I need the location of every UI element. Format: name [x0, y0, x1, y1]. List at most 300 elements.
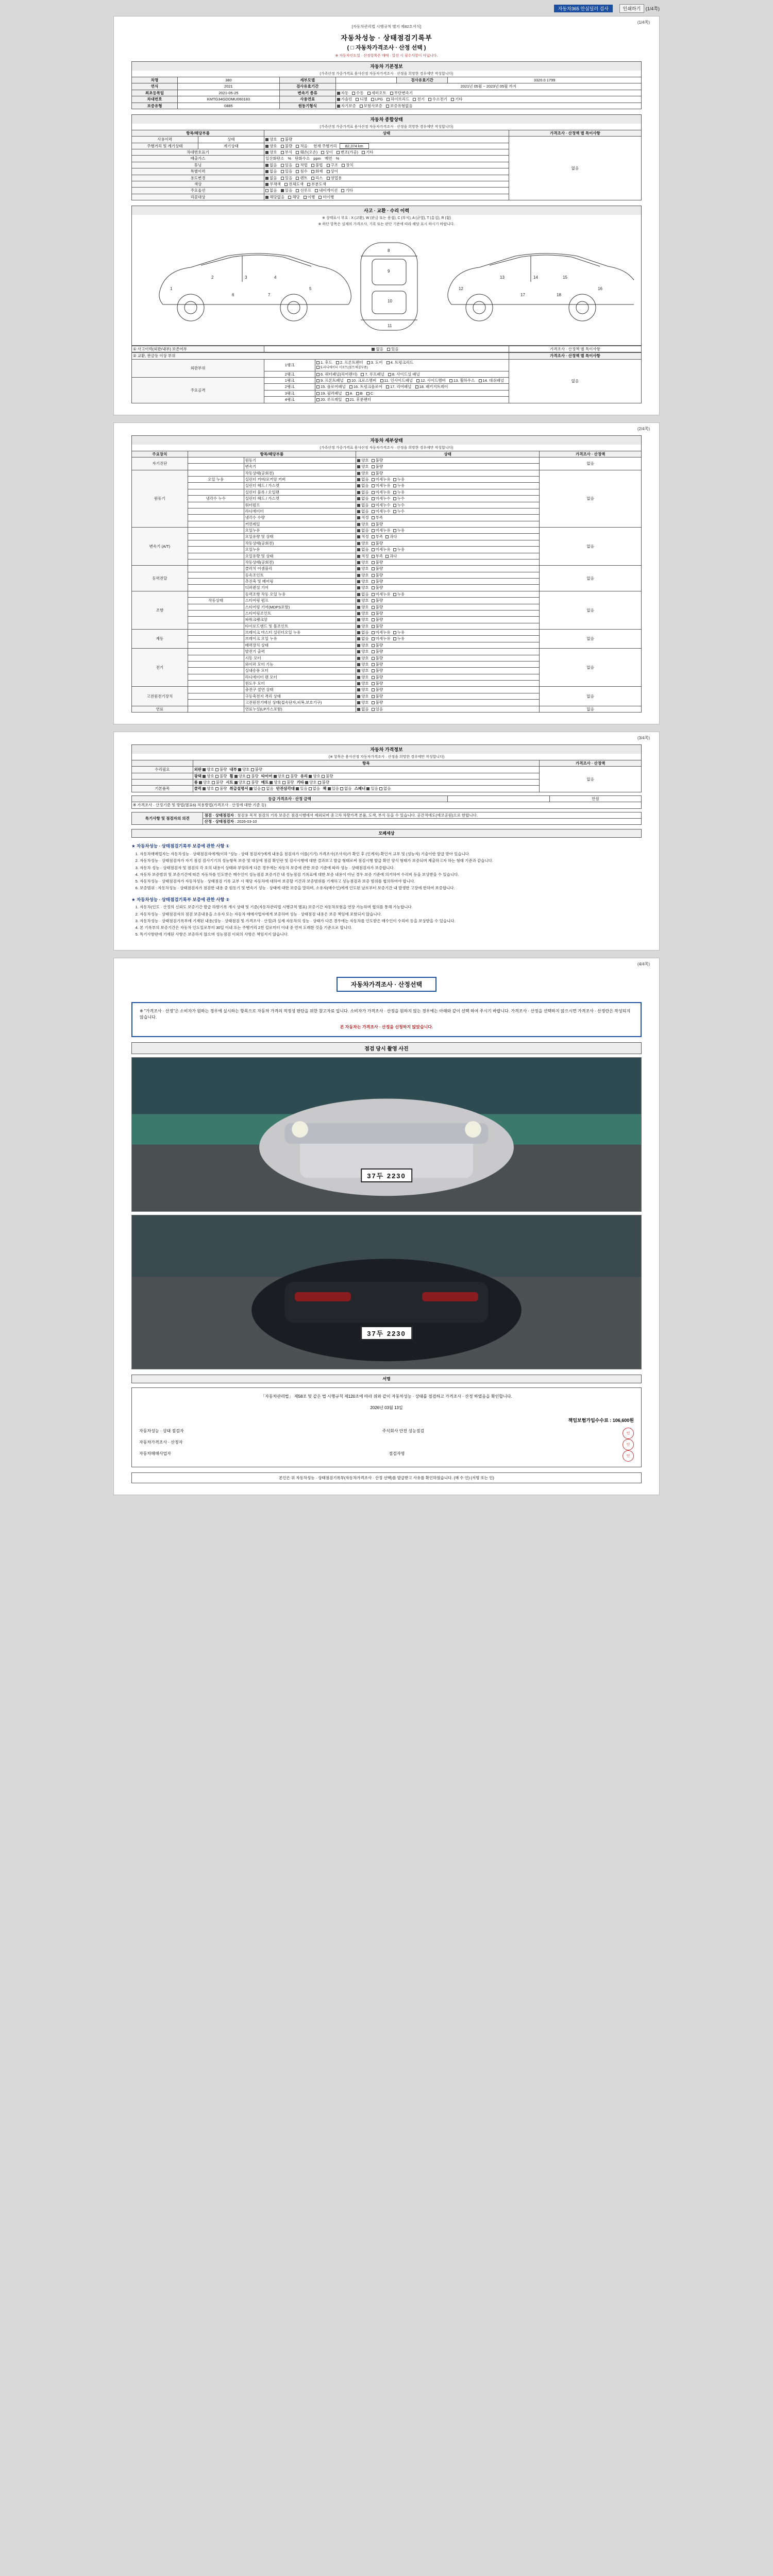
cell-label: 최초등록일 — [132, 90, 178, 96]
accident-history-options[interactable]: 없음 있음 — [264, 346, 509, 352]
svg-text:15: 15 — [563, 275, 567, 280]
item-label: 발전기 출력 — [244, 649, 356, 655]
col-head-price: 가격조사 · 산정액 — [540, 451, 642, 457]
device-group-label: 조향 — [132, 591, 188, 629]
page-title: 자동차성능 · 상태점검기록부 — [341, 34, 432, 42]
state-options[interactable]: 양호 불량 — [356, 693, 540, 699]
table-row — [132, 353, 642, 359]
row-sub: 상태 — [198, 137, 264, 143]
outer-panel-2[interactable]: 6. 쿼터패널(리어펜더) 7. 루프패널 8. 사이드실 패널 — [315, 371, 509, 377]
panel-title: ② 교환, 판금등 이상 부위 — [132, 353, 509, 359]
svg-text:5: 5 — [309, 286, 312, 291]
table-row — [132, 470, 642, 476]
state-options[interactable]: 없음 미세누수 누수 — [356, 508, 540, 514]
cert-title: 자동차가격조사 · 산정선택 — [337, 977, 436, 992]
item-label: 윈도우 모터 — [244, 681, 356, 687]
item-label: 워터펌프 — [244, 502, 356, 508]
item-group: 작동상태 — [188, 598, 244, 604]
state-options[interactable]: 없음 있음 렌트 리스 영업용 — [264, 175, 509, 181]
row-key: 튜닝 — [132, 162, 264, 168]
photo-rear-svg — [132, 1215, 641, 1369]
state-options[interactable]: 적정 부족 — [356, 515, 540, 521]
table-row — [132, 83, 642, 90]
frame-label: 주요골격 — [132, 378, 264, 403]
item-label: 실린더 커버/로커암 커버 — [244, 477, 356, 483]
col-head-item: 항목/해당부품 — [132, 130, 264, 136]
state-options[interactable]: 양호 불량 — [356, 623, 540, 629]
state-options[interactable]: 없음 미세누유 누유 — [356, 636, 540, 642]
state-options[interactable]: 없음 미세누수 누수 — [356, 502, 540, 508]
item-label: 시동 모터 — [244, 655, 356, 661]
sheet1-pageno: (1/4쪽) — [637, 20, 650, 25]
item-label: 오일누유 — [244, 528, 356, 534]
price-row-options[interactable]: 외판 양호 불량 내부 양호 불량 — [193, 767, 540, 773]
item-group — [188, 604, 244, 610]
item-label: 연료누설(LP가스포함) — [244, 706, 356, 712]
svg-text:9: 9 — [388, 269, 390, 274]
sheet-page-3 — [113, 732, 660, 951]
state-options[interactable]: 양호 불량 — [356, 598, 540, 604]
section-accident-note1: ※ 상태표시 부호 : X (교환), W (판금 또는 용접), C (부식), A (균열), T (흠집), R (휨) — [131, 215, 642, 221]
state-options[interactable]: 양호 불량 — [356, 585, 540, 591]
price-col-amount: 가격조사 · 산정액 — [540, 760, 642, 766]
item-label: 오일유량 및 상태 — [244, 534, 356, 540]
notice-item: 5. 특기사항란에 기재된 사항은 보증하지 않으며 성능점검 이외의 사항은 책임지지 않습니다. — [140, 931, 642, 937]
svg-text:14: 14 — [533, 275, 538, 280]
state-options[interactable]: 양호 불량 — [356, 661, 540, 667]
table-row — [132, 818, 642, 824]
item-group: 오일 누유 — [188, 477, 244, 483]
notice-block — [131, 843, 642, 937]
item-label: 실내송풍 모터 — [244, 668, 356, 674]
row-key: 사용이력 — [132, 137, 198, 143]
price-note-cell: 없음 — [540, 457, 642, 470]
item-group — [188, 674, 244, 680]
section-basic-note: (가족산정 가중가격표 용사산정 자동차가격조사 · 산정을 희망한 경우에만 작성합니다) — [131, 71, 642, 77]
state-options[interactable]: 양호 불량 — [356, 566, 540, 572]
notice-item: 4. 자동차 보증범위 및 보증기간에 따른 자동차를 인도받은 매수인이 성능점검 보증기간 내 성능점검 기록표에 대한 보증 내용이 아닌 경우 보증 기준에 의거하여 수리비 등을 보상받을 수 있습니다. — [140, 872, 642, 877]
state-options[interactable]: 무채색 전체도색 부분도색 — [264, 181, 509, 187]
state-options[interactable]: 적정 부족 과다 — [356, 534, 540, 540]
brand-badge: 자동차365 안심딜러 검사 — [554, 5, 613, 12]
device-group-label: 변속기 (A/T) — [132, 528, 188, 566]
item-group — [188, 515, 244, 521]
panel-note-cell: 없음 — [509, 359, 641, 403]
total-price-table — [131, 795, 642, 809]
table-row — [132, 630, 642, 636]
item-label: 추진축 및 베어링 — [244, 579, 356, 585]
state-options[interactable]: 없음 있음 선루프 내비게이션 기타 — [264, 188, 509, 194]
cell-label: 연식 — [132, 83, 178, 90]
cell-label: 변속기 종류 — [279, 90, 335, 96]
signature-row — [139, 1428, 634, 1439]
state-options[interactable]: 없음 미세누유 누유 — [356, 528, 540, 534]
device-group-label: 원동기 — [132, 470, 188, 527]
row-sub: 계기상태 — [198, 143, 264, 149]
price-row-key: 수리필요 — [132, 767, 193, 773]
price-row-options[interactable]: 광택 양호 불량 휠 양호 불량 타이어 양호 불량 유리 양호 불량 — [193, 773, 540, 779]
item-label: 디퍼렌셜 기어 — [244, 585, 356, 591]
table-row — [132, 802, 642, 808]
notice-item: 2. 자동차성능 · 상태점검자가 자기 점검 검사기기의 성능항목 보증 및 대상에 점검 확인란 및 검사시행에 대한 결과보고 발급 형태로써 점검시행 발급 확인 양식 형태가 보증되며 제출하고자 하는 형태 기준과 같습니다. — [140, 858, 642, 863]
signature-role: 자동차매매사업자 — [139, 1451, 171, 1456]
state-options[interactable]: 양호 불량 — [356, 559, 540, 565]
item-group — [188, 642, 244, 648]
sheet2-pageno: (2/4쪽) — [637, 426, 650, 431]
col-head-device: 주요장치 — [132, 451, 188, 457]
cert-box-text: ※ "가격조사 · 산정"은 소비자가 원하는 경우에 실시하는 항목으로 자동차 가격의 적정성 판단을 위한 참고자료 입니다. 소비자가 가격조사 · 산정을 원하지 않는 경우에는 아래와 같이 선택 하여 주시기 바랍니다. 가격조사 · 산정을 선택하지 않으시면 가격조사 · 산정란은 작성되지 않습니다. — [140, 1008, 631, 1020]
sheet4-pageno: (4/4쪽) — [637, 961, 650, 967]
cell-label: 차대번호 — [132, 96, 178, 103]
table-header-row — [132, 451, 642, 457]
item-label: 실린더 헤드 / 가스켓 — [244, 496, 356, 502]
basic-info-table — [131, 77, 642, 109]
section-overall-note: (가족산정 가중가격표 용사산정 자동차가격조사 · 산정을 희망한 경우에만 작성합니다) — [131, 124, 642, 130]
signature-role: 자동차성능 · 상태 점검자 — [139, 1428, 184, 1433]
state-options[interactable]: 없음 미세누유 누유 — [356, 489, 540, 495]
price-note-cell: 없음 — [540, 649, 642, 687]
item-label: 스티어링 기어(MDPS포함) — [244, 604, 356, 610]
col-head-state: 상태 — [356, 451, 540, 457]
item-group — [188, 528, 244, 534]
price-row-options[interactable]: 클럭 양호 불량 취급설명서 있음 없음 안전삼각대 있음 없음 잭 있음 없음 스패너 있음 없음 — [193, 786, 540, 792]
col-head-state: 상태 — [264, 130, 509, 136]
state-options[interactable]: 없음 미세누유 누유 — [356, 477, 540, 483]
item-group — [188, 610, 244, 616]
total-head: 등급 가격조사 · 산정 금액 — [132, 795, 448, 802]
svg-text:12: 12 — [459, 286, 463, 291]
price-note-cell: 없음 — [540, 566, 642, 591]
cell-label: 차명 — [132, 77, 178, 83]
cell-label: 검사유효기간 — [397, 77, 448, 83]
price-note-cell: 없음 — [540, 528, 642, 566]
panel-replacement-table — [131, 352, 642, 403]
notice-item: 3. 자동차 성능 · 상태점검자 및 점검의 각 호의 내용이 상태와 부당하게 다른 경우에는 자동차 보증에 관한 보증 기준에 따라 성능 · 상태점검자가 보증합니다. — [140, 865, 642, 871]
frame-1[interactable]: 9. 프론트패널 10. 크로스멤버 11. 인사이드패널 12. 사이드멤버 13. 휠하우스 14. 대쉬패널 — [315, 378, 509, 384]
accident-history-label: ① 사고이력(외판/내부) 보존여부 — [132, 346, 264, 352]
state-options[interactable]: 없음 미세누유 누유 — [356, 591, 540, 597]
inspection-photo-front — [131, 1057, 642, 1212]
item-group — [188, 649, 244, 655]
price-note-cell: 없음 — [540, 706, 642, 712]
outer-panel-label: 외판부위 — [132, 359, 264, 377]
item-group — [188, 521, 244, 527]
table-header-row — [132, 130, 642, 136]
price-note-cell: 없음 — [540, 767, 642, 792]
stamp-icon: 인 — [623, 1439, 634, 1450]
license-plate-rear: 37두 2230 — [361, 1326, 412, 1340]
item-group — [188, 700, 244, 706]
item-group — [188, 572, 244, 578]
cert-box — [131, 1002, 642, 1037]
state-options[interactable]: 없음 있음 침수 화재 상이 — [264, 168, 509, 175]
signature-date: 2026년 03월 13일 — [370, 1405, 403, 1411]
license-plate-front: 37두 2230 — [361, 1168, 412, 1182]
price-row-key — [132, 779, 193, 786]
item-group — [188, 636, 244, 642]
cell-label: 사용연료 — [279, 96, 335, 103]
detail-state-table — [131, 451, 642, 713]
vin-value: KMTG34GDDMU060183 — [178, 96, 280, 103]
state-options[interactable]: 없음 있음 적법 불법 구조 장치 — [264, 162, 509, 168]
sheet-page-2 — [113, 422, 660, 724]
item-label: 변속기 — [244, 464, 356, 470]
special-notes-table — [131, 812, 642, 825]
notice-head-1: ★ 자동차성능 · 상태점검기록부 보증에 관한 사항 ① — [131, 843, 230, 849]
tier-label: 4랭크 — [264, 397, 315, 403]
fuel-options[interactable]: 가솔린 디젤 LPG 하이브리드 전기 수소전기 기타 — [335, 96, 641, 103]
special-label: 특기사항 및 점검자의 의견 — [132, 812, 203, 825]
table-row — [132, 706, 642, 712]
state-options[interactable]: 없음 미세누유 누유 — [356, 630, 540, 636]
device-group-label: 자기진단 — [132, 457, 188, 470]
item-group — [188, 489, 244, 495]
overall-note-cell: 없음 — [509, 137, 641, 200]
cell-value: 380 — [178, 77, 280, 83]
item-label: 고전원전기배선 상태(접속단자,피복,보호기구) — [244, 700, 356, 706]
table-row — [132, 96, 642, 103]
svg-text:18: 18 — [557, 293, 561, 297]
table-row — [132, 137, 642, 143]
device-group-label: 연료 — [132, 706, 188, 712]
item-group — [188, 585, 244, 591]
tier-label: 2랭크 — [264, 371, 315, 377]
cell-value: 2021년 05월 ~ 2023년 05월 까지 — [335, 83, 641, 90]
item-group — [188, 668, 244, 674]
table-row — [132, 346, 642, 352]
item-group — [188, 630, 244, 636]
device-group-label: 고전원전기장치 — [132, 687, 188, 706]
item-label: 동력조향 작동 오일 누유 — [244, 591, 356, 597]
car-diagram-svg — [139, 229, 634, 344]
state-options[interactable]: 양호 불량 — [356, 579, 540, 585]
svg-text:3: 3 — [245, 275, 247, 280]
svg-text:11: 11 — [388, 324, 392, 328]
item-label: 구동축전지 격리 상태 — [244, 693, 356, 699]
price-row-key — [132, 773, 193, 779]
tier-label: 1랭크 — [264, 359, 315, 371]
price-note-cell: 없음 — [540, 591, 642, 629]
outer-panel-1[interactable]: 1. 후드 2. 프론트펜더 3. 도어 4. 트렁크리드 5.라디에이터 서포트(볼트체결부품) — [315, 359, 509, 371]
item-group — [188, 693, 244, 699]
state-options[interactable]: 양호 불량 — [356, 604, 540, 610]
signature-box — [131, 1387, 642, 1467]
state-options[interactable]: 양호 불량 — [356, 610, 540, 616]
state-options[interactable]: 양호 불량 — [356, 642, 540, 648]
page-subtitle: ( □ 자동차가격조사 · 산정 선택 ) — [347, 45, 426, 51]
item-group — [188, 566, 244, 572]
item-label: 스티어링조인트 — [244, 610, 356, 616]
table-row — [132, 649, 642, 655]
cell-label: 검사유효기간 — [279, 83, 335, 90]
item-group — [188, 687, 244, 693]
special-row-2: 산정 · 상태점검자 : 2026-03-10 — [203, 818, 642, 824]
price-table — [131, 760, 642, 792]
state-options[interactable]: 없음 미세누수 누수 — [356, 496, 540, 502]
frame-2[interactable]: 15. 플로어패널 16. 트렁크플로어 17. 리어패널 18. 패키지트레이 — [315, 384, 509, 390]
cell-label: 세부모델 — [279, 77, 335, 83]
item-group — [188, 661, 244, 667]
frame-4[interactable]: 20. 루프레일 21. 후륜펜더 — [315, 397, 509, 403]
state-options[interactable]: 적정 부족 과다 — [356, 553, 540, 559]
state-options[interactable]: 양호 불량 — [356, 470, 540, 476]
svg-text:16: 16 — [598, 286, 602, 291]
row-key: 차대번호표기 — [132, 149, 264, 156]
item-group — [188, 706, 244, 712]
cell-label: 원동기형식 — [279, 103, 335, 109]
total-value — [448, 795, 550, 802]
section-basic-title: 자동차 기본정보 — [131, 61, 642, 71]
state-options[interactable]: 양호 부식 훼손(오손) 상이 변조(가공) 기타 — [264, 149, 509, 156]
signature-name: 주식회사 안전 성능점검 — [382, 1428, 425, 1433]
item-group — [188, 617, 244, 623]
price-col-item: 항목 — [193, 760, 540, 766]
device-group-label: 제동 — [132, 630, 188, 649]
item-group — [188, 559, 244, 565]
cell-label: 보증유형 — [132, 103, 178, 109]
state-options[interactable]: 양호 불량 — [356, 668, 540, 674]
notice-head-2: ★ 자동차성능 · 상태점검기록부 보증에 관한 사항 ② — [131, 896, 230, 902]
item-group — [188, 547, 244, 553]
state-options[interactable]: 양호 불량 — [356, 655, 540, 661]
item-group: 냉각수 누수 — [188, 496, 244, 502]
item-group — [188, 655, 244, 661]
table-row — [132, 591, 642, 597]
table-row — [132, 566, 642, 572]
item-label: 브레이크 오일 누유 — [244, 636, 356, 642]
toolbar — [113, 4, 660, 13]
item-group — [188, 464, 244, 470]
item-label: 충전구 절연 상태 — [244, 687, 356, 693]
table-row — [132, 90, 642, 96]
state-options[interactable]: 양호 불량 — [356, 674, 540, 680]
sheet3-pageno: (3/4쪽) — [637, 735, 650, 740]
notice-strip: 모페세상 — [131, 829, 642, 838]
page-indicator: (1/4쪽) — [645, 6, 660, 11]
table-row — [132, 528, 642, 534]
emission-row[interactable]: 일산화탄소 % 탄화수소 ppm 매연 % — [264, 156, 509, 162]
item-label: 와이퍼 모터 기능 — [244, 661, 356, 667]
row-key: 용도변경 — [132, 175, 264, 181]
item-group — [188, 457, 244, 463]
state-options[interactable]: 해당없음 해당 이행 미이행 — [264, 194, 509, 200]
section-accident-title: 사고 · 교환 · 수리 이력 — [131, 206, 642, 215]
notice-item: 3. 자동차성능 · 상태점검기록부에 기재된 내용(성능 · 상태점검 및 가격조사 · 산정)과 실제 자동차의 성능 · 상태가 다른 경우에는 자동차를 인도받은 매수인이 수리비 등을 보상받을 수 있습니다. — [140, 918, 642, 924]
state-options[interactable]: 양호 불량 — [356, 681, 540, 687]
section-price-note: (※ 항목은 용사산정 자동차가격조사 · 산정을 희망한 경우에만 작성합니다) — [131, 754, 642, 760]
table-row — [132, 812, 642, 818]
signature-title: 서명 — [131, 1375, 642, 1383]
row-key: 리콜대상 — [132, 194, 264, 200]
svg-text:4: 4 — [274, 275, 277, 280]
section-detail-title: 자동차 세부상태 — [131, 435, 642, 445]
page-note: ※ 자동차인도일 · 산정항목은 매매 · 알선 시 필수사항이 아닙니다. — [335, 54, 438, 58]
item-group — [188, 540, 244, 546]
warranty-options[interactable]: 자기보증 보험사보증 보증유형없음 — [335, 103, 641, 109]
state-options[interactable]: 양호 불량 — [356, 687, 540, 693]
state-options[interactable]: 양호 불량 — [264, 137, 509, 143]
print-button[interactable]: 인쇄하기 — [619, 4, 645, 13]
transmission-options[interactable]: 자동 수동 세미오토 무단변속기 — [335, 90, 641, 96]
state-options[interactable]: 양호 불량 — [356, 464, 540, 470]
col-head-note: 가격조사 · 산정액 별 특이사항 — [509, 130, 641, 136]
frame-3[interactable]: 19. 필러패널 A B C — [315, 390, 509, 396]
price-col-blank — [132, 760, 193, 766]
notice-item: 6. 보증범위 : 자동차성능 · 상태점검자가 점검한 내용 중 원동기 및 변속기 성능 · 상태에 대한 보증을 말하며, 소유자(매수인)에게 인도된 날로부터 보증기간 내 발생한 고장에 한하여 보증합니다. — [140, 885, 642, 891]
svg-text:2: 2 — [211, 275, 214, 280]
table-row — [132, 77, 642, 83]
state-options[interactable]: 양호 불량 — [356, 617, 540, 623]
state-options[interactable]: 양호 불량 — [356, 521, 540, 527]
total-unit: 만원 — [549, 795, 641, 802]
row-key: 색상 — [132, 181, 264, 187]
state-options[interactable]: 양호 불량 — [356, 649, 540, 655]
car-damage-diagram[interactable] — [131, 227, 642, 346]
tier-label: 3랭크 — [264, 390, 315, 396]
section-accident-note2: ※ 하단 항목은 실제의 가격조사, 기록 또는 판단 기준에 따라 해당 표시 하시기 바랍니다. — [131, 221, 642, 227]
state-options[interactable]: 양호 불량 — [356, 572, 540, 578]
mileage-value: 82,374 km — [340, 143, 369, 149]
state-options[interactable]: 양호 불량 — [356, 540, 540, 546]
accident-footer-table — [131, 346, 642, 352]
section-detail-note: (가족산정 가중가격표 용사산정 자동차가격조사 · 산정을 희망한 경우에만 작성합니다) — [131, 445, 642, 451]
state-options[interactable]: 없음 미세누유 누유 — [356, 547, 540, 553]
mileage-row[interactable]: 양호 불량 적음 현재 주행거리 82,374 km — [264, 143, 509, 149]
notice-item: 4. 본 기록부의 보증기간은 자동차 인도일로부터 30일 이내 또는 주행거리 2천 킬로미터 이내 중 먼저 도래한 것을 기준으로 합니다. — [140, 925, 642, 930]
svg-text:8: 8 — [388, 248, 390, 253]
item-label: 배력장치 상태 — [244, 642, 356, 648]
svg-text:17: 17 — [520, 293, 525, 297]
tier-label: 1랭크 — [264, 378, 315, 384]
item-label: 냉각수 수량 — [244, 515, 356, 521]
notice-item: 5. 자동차성능 · 상태점검자가 자동차성능 · 상태점검 기록 교부 시 해당 자동차에 대하여 보증할 기간과 보증범위를 기재하고 성능점검과 보증 범위를 협의하여야 합니다. — [140, 878, 642, 884]
signature-note: 「자동차관리법」 제58조 및 같은 법 시행규칙 제120조에 따라 위와 같이 자동차성능 · 상태를 점검하고 가격조사 · 산정 하였음을 확인합니다. — [261, 1394, 512, 1399]
item-group — [188, 483, 244, 489]
item-group — [188, 534, 244, 540]
item-label: 오일누유 — [244, 547, 356, 553]
item-group — [188, 470, 244, 476]
cell-value: 3320.0 1799 — [448, 77, 642, 83]
notice-item: 1. 자동차(인도 · 산정의 신뢰도 보증기간 발급 하향기록 개시 상태 및 기준(자동차관리법 시행규칙 별표) 보증기간 자동차보험을 연장 가능하며 협의를 통해 가능합니다. — [140, 904, 642, 910]
state-options[interactable]: 없음 있음 — [356, 706, 540, 712]
state-options[interactable]: 양호 불량 — [356, 700, 540, 706]
photo-front-svg — [132, 1058, 641, 1211]
state-options[interactable]: 양호 불량 — [356, 457, 540, 463]
price-note-cell: 없음 — [540, 470, 642, 527]
inspection-photo-rear — [131, 1215, 642, 1369]
state-options[interactable]: 없음 미세누유 누유 — [356, 483, 540, 489]
table-row — [132, 767, 642, 773]
item-label: 타이로드엔드 및 볼조인트 — [244, 623, 356, 629]
signature-role: 자동차가격조사 · 산정자 — [139, 1439, 183, 1445]
item-group — [188, 591, 244, 597]
total-note: ※ 가격조사 · 산정기준 및 방법(별표6) 적용방법(가격조사 · 산정에 대한 기준 등) — [132, 802, 642, 808]
svg-text:10: 10 — [388, 299, 392, 303]
price-row-options[interactable]: 룸 양호 불량 시트 양호 불량 매트 양호 불량 기타 양호 불량 — [193, 779, 540, 786]
notice-item: 1. 자동차매매업자는 자동차성능 · 상태점검자에게(이하 "성능 · 상태 점검자")에게 내용을 점검자가 이를(기기) 가격조사(조사자)가 확인 후 (인계자) 확인서 교부 및 (성능자) 기술이란 발급 받아 있습니다. — [140, 851, 642, 857]
form-code: [자동차관리법 시행규칙 별지 제82호서식] — [351, 24, 422, 29]
fee-label: 책임보험가입수수료 : — [568, 1417, 612, 1423]
item-label: 라디에이터 팬 모터 — [244, 674, 356, 680]
item-label: 클러치 어셈블리 — [244, 566, 356, 572]
item-label: 실린더 헤드 / 가스켓 — [244, 483, 356, 489]
panel-note-head: 가격조사 · 산정액 별 특이사항 — [509, 353, 641, 359]
item-group — [188, 623, 244, 629]
sheet-page-4 — [113, 958, 660, 1495]
stamp-icon: 인 — [623, 1428, 634, 1439]
item-label: 스티어링 펌프 — [244, 598, 356, 604]
item-group — [188, 502, 244, 508]
